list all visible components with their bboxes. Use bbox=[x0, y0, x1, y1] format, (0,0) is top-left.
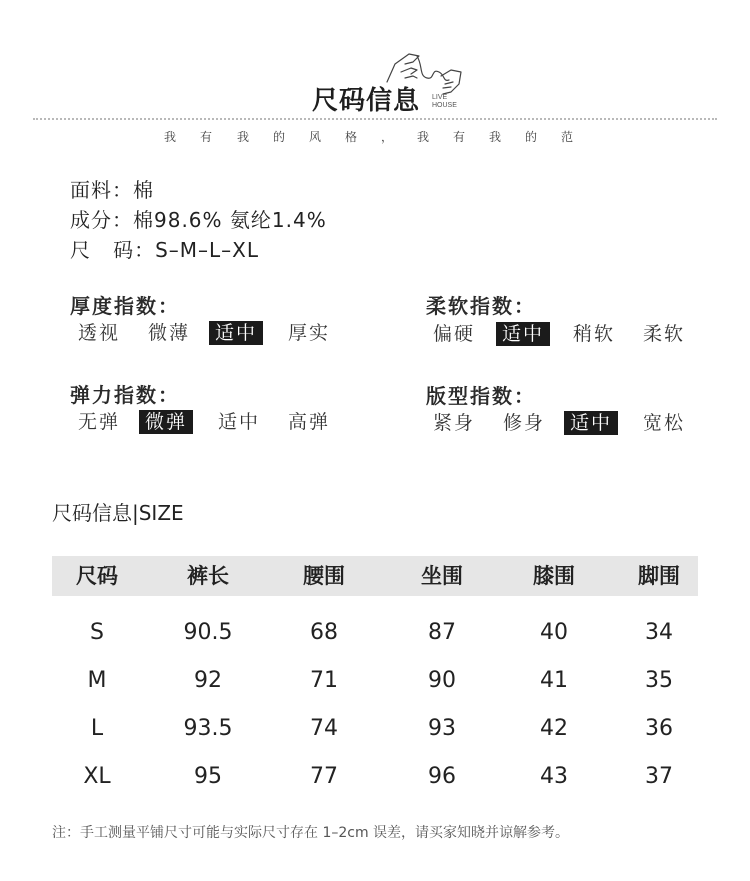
fabric-line: 面料：棉 bbox=[70, 178, 154, 202]
thickness-option-selected: 适中 bbox=[209, 321, 263, 345]
elasticity-option: 无弹 bbox=[78, 411, 121, 433]
size-section-title: 尺码信息|SIZE bbox=[52, 501, 184, 525]
page-title: 尺码信息 bbox=[312, 86, 421, 116]
table-row bbox=[52, 716, 698, 746]
composition-line: 成分：棉98.6% 氨纶1.4% bbox=[70, 208, 327, 232]
logo-text: LIVE HOUSE bbox=[432, 94, 457, 109]
column-header: 裤长 bbox=[187, 564, 229, 588]
slogan-char: 的 bbox=[525, 130, 538, 144]
table-cell: 68 bbox=[310, 620, 338, 645]
table-cell: XL bbox=[83, 764, 111, 789]
fit-option: 修身 bbox=[503, 412, 546, 434]
table-cell: 41 bbox=[540, 668, 568, 693]
table-cell: 93 bbox=[428, 716, 456, 741]
size-table-header bbox=[52, 556, 698, 596]
table-cell: 95 bbox=[194, 764, 222, 789]
thickness-index-title: 厚度指数： bbox=[70, 294, 180, 318]
elasticity-option: 高弹 bbox=[288, 411, 331, 433]
table-cell: 96 bbox=[428, 764, 456, 789]
softness-option: 偏硬 bbox=[433, 323, 476, 345]
table-cell: L bbox=[90, 716, 104, 741]
table-row bbox=[52, 620, 698, 650]
column-header: 膝围 bbox=[533, 564, 575, 588]
table-cell: 74 bbox=[310, 716, 338, 741]
elasticity-index-title: 弹力指数： bbox=[70, 383, 180, 407]
slogan-char: 有 bbox=[453, 130, 466, 144]
thickness-option: 微薄 bbox=[148, 322, 191, 344]
slogan-char: 范 bbox=[561, 130, 574, 144]
table-row bbox=[52, 764, 698, 794]
fit-option: 紧身 bbox=[433, 412, 476, 434]
slogan-char: 格 bbox=[345, 130, 358, 144]
slogan-char: ， bbox=[381, 130, 394, 144]
column-header: 尺码 bbox=[76, 564, 118, 588]
table-cell: 71 bbox=[310, 668, 338, 693]
thickness-option: 透视 bbox=[78, 322, 121, 344]
slogan-char: 风 bbox=[309, 130, 322, 144]
table-cell: 37 bbox=[645, 764, 673, 789]
table-cell: 42 bbox=[540, 716, 568, 741]
thickness-option: 厚实 bbox=[288, 322, 331, 344]
slogan-char: 有 bbox=[200, 130, 213, 144]
slogan-char: 我 bbox=[489, 130, 502, 144]
table-cell: 92 bbox=[194, 668, 222, 693]
table-cell: M bbox=[87, 668, 107, 693]
table-row bbox=[52, 668, 698, 698]
softness-option-selected: 适中 bbox=[496, 322, 550, 346]
table-cell: 43 bbox=[540, 764, 568, 789]
table-cell: S bbox=[90, 620, 104, 645]
table-cell: 40 bbox=[540, 620, 568, 645]
fit-index-title: 版型指数： bbox=[426, 384, 536, 408]
softness-option: 稍软 bbox=[573, 323, 616, 345]
table-cell: 93.5 bbox=[183, 716, 233, 741]
table-cell: 36 bbox=[645, 716, 673, 741]
elasticity-option: 适中 bbox=[218, 411, 261, 433]
elasticity-option-selected: 微弹 bbox=[139, 410, 193, 434]
measurement-note: 注：手工测量平铺尺寸可能与实际尺寸存在 1–2cm 误差，请买家知晓并谅解参考。 bbox=[52, 825, 570, 841]
slogan-char: 的 bbox=[273, 130, 286, 144]
column-header: 腰围 bbox=[303, 564, 345, 588]
fit-option: 宽松 bbox=[643, 412, 686, 434]
softness-option: 柔软 bbox=[643, 323, 686, 345]
dotted-divider bbox=[33, 118, 717, 120]
table-cell: 90 bbox=[428, 668, 456, 693]
table-cell: 87 bbox=[428, 620, 456, 645]
slogan-char: 我 bbox=[164, 130, 177, 144]
table-cell: 90.5 bbox=[183, 620, 233, 645]
softness-index-title: 柔软指数： bbox=[426, 294, 536, 318]
table-cell: 77 bbox=[310, 764, 338, 789]
table-cell: 35 bbox=[645, 668, 673, 693]
fit-option-selected: 适中 bbox=[564, 411, 618, 435]
column-header: 脚围 bbox=[638, 564, 680, 588]
column-header: 坐围 bbox=[421, 564, 463, 588]
slogan-char: 我 bbox=[417, 130, 430, 144]
slogan-char: 我 bbox=[237, 130, 250, 144]
sizes-line: 尺 码：S–M–L–XL bbox=[70, 238, 260, 262]
slogan bbox=[0, 128, 750, 146]
table-cell: 34 bbox=[645, 620, 673, 645]
